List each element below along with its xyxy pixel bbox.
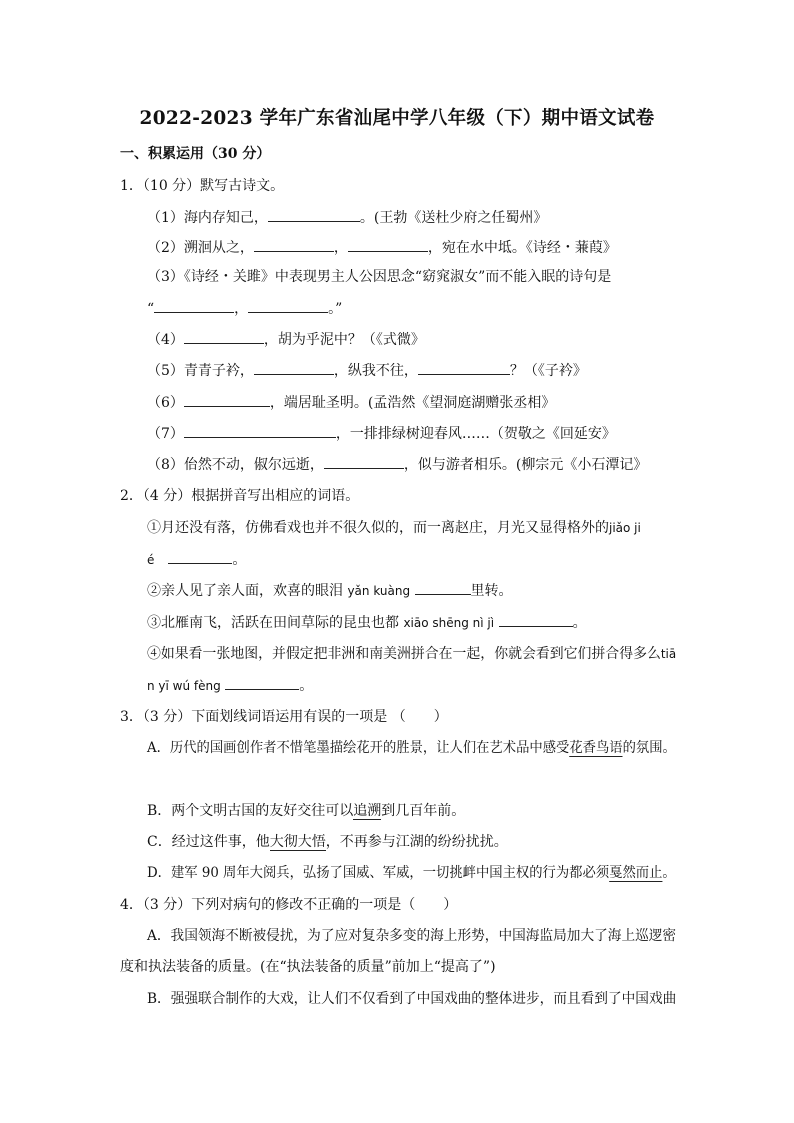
q1-item-4: （4） ，胡为乎泥中？（《式微》 xyxy=(147,329,425,350)
question-3-stem: 3．（3 分）下面划线词语运用有误的一项是 （ ） xyxy=(120,709,448,725)
q2-item-4-line2: n yī wú fèng 。 xyxy=(147,675,313,696)
q2-item-2: ②亲人见了亲人面，欢喜的眼泪 yǎn kuàng 里转。 xyxy=(147,580,513,601)
answer-blank[interactable] xyxy=(184,423,336,438)
q2-item-1-line1: ①月还没有落，仿佛看戏也并不很久似的，而一离赵庄，月光又显得格外的jiǎo ji xyxy=(147,520,641,536)
underlined-term: 大彻大悟 xyxy=(269,834,326,850)
answer-blank[interactable] xyxy=(348,237,428,252)
q3-option-b: B．两个文明古国的友好交往可以追溯到几百年前。 xyxy=(147,803,466,819)
answer-blank[interactable] xyxy=(254,237,334,252)
q1-item-5: （5）青青子衿， ，纵我不往， ？（《子衿》 xyxy=(147,360,587,381)
answer-blank[interactable] xyxy=(225,675,299,690)
q2-item-1-line2: é 。 xyxy=(147,549,246,570)
q4-option-a-line1: A．我国领海不断被侵扰，为了应对复杂多变的海上形势，中国海监局加大了海上巡逻密 xyxy=(147,928,677,944)
section-heading: 一、积累运用（30 分） xyxy=(120,146,271,162)
q4-option-a-line2: 度和执法装备的质量。(在“执法装备的质量”前加上“提高了”) xyxy=(120,959,496,975)
answer-blank[interactable] xyxy=(184,329,264,344)
q1-item-3-line2: “ ， 。” xyxy=(147,298,342,319)
answer-blank[interactable] xyxy=(415,580,471,595)
q1-item-1: （1）海内存知己， 。(王勃《送杜少府之任蜀州》 xyxy=(147,207,547,228)
answer-blank[interactable] xyxy=(268,207,360,222)
q3-option-d: D．建军 90 周年大阅兵，弘扬了国威、军威，一切挑衅中国主权的行为都必须戛然而止。 xyxy=(147,865,676,881)
q1-item-8: （8）佁然不动，俶尔远逝， ，似与游者相乐。(柳宗元《小石潭记》 xyxy=(147,454,647,475)
q4-option-b-line1: B．强强联合制作的大戏，让人们不仅看到了中国戏曲的整体进步，而且看到了中国戏曲 xyxy=(147,991,677,1007)
underlined-term: 花香鸟语 xyxy=(569,740,623,756)
underlined-term: 追溯 xyxy=(353,803,382,819)
answer-blank[interactable] xyxy=(254,360,334,375)
q2-item-4-line1: ④如果看一张地图，并假定把非洲和南美洲拼合在一起，你就会看到它们拼合得多么tiā xyxy=(147,646,677,662)
answer-blank[interactable] xyxy=(418,360,510,375)
question-1-stem: 1．（10 分）默写古诗文。 xyxy=(120,178,285,194)
answer-blank[interactable] xyxy=(324,454,404,469)
exam-title: 2022-2023 学年广东省汕尾中学八年级（下）期中语文试卷 xyxy=(139,108,655,129)
question-2-stem: 2．（4 分）根据拼音写出相应的词语。 xyxy=(120,488,360,504)
question-4-stem: 4．（3 分）下列对病句的修改不正确的一项是（ ） xyxy=(120,897,458,913)
underlined-term: 戛然而止 xyxy=(609,865,663,881)
q1-item-6: （6） ，端居耻圣明。(孟浩然《望洞庭湖赠张丞相》 xyxy=(147,392,555,413)
answer-blank[interactable] xyxy=(184,392,270,407)
q1-item-3-line1: （3）《诗经・关雎》中表现男主人公因思念“窈窕淑女”而不能入眠的诗句是 xyxy=(147,269,612,285)
q3-option-a: A．历代的国画创作者不惜笔墨描绘花开的胜景，让人们在艺术品中感受花香鸟语的氛围。 xyxy=(147,740,676,756)
q1-item-2: （2）溯洄从之， ， ，宛在水中坻。《诗经・蒹葭》 xyxy=(147,237,617,258)
answer-blank[interactable] xyxy=(168,549,232,564)
q2-item-3: ③北雁南飞，活跃在田间草际的昆虫也都 xiāo shēng nì jì 。 xyxy=(147,612,587,633)
q3-option-c: C．经过这件事，他大彻大悟，不再参与江湖的纷纷扰扰。 xyxy=(147,834,508,850)
q1-item-7: （7） ，一排排绿树迎春风……（贺敬之《回延安》 xyxy=(147,423,616,444)
answer-blank[interactable] xyxy=(248,298,328,313)
answer-blank[interactable] xyxy=(154,298,234,313)
answer-blank[interactable] xyxy=(499,612,573,627)
